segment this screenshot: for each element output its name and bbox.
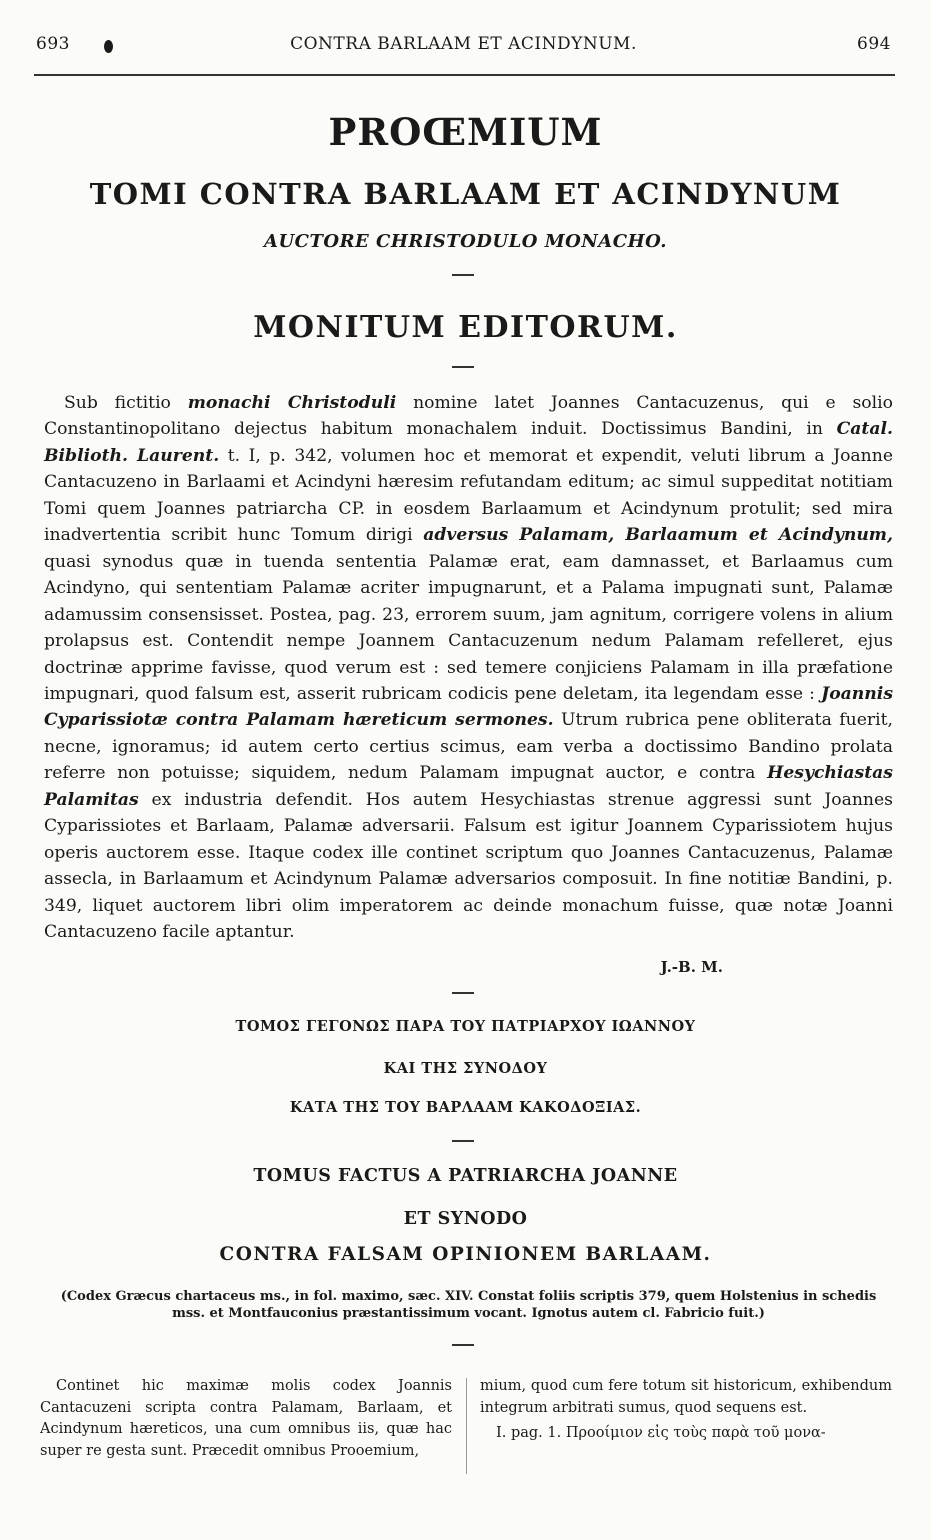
page-number-right: 694 (857, 34, 891, 54)
separator-dash (452, 1140, 474, 1142)
latin-title-line-2: ET SYNODO (403, 1209, 528, 1229)
monitum-segment: Joannis Cyparissiotæ contra Palamam hæreticum sermones. (44, 683, 893, 731)
left-column (40, 1376, 452, 1462)
monitum-heading: MONITUM EDITORUM. (253, 310, 678, 345)
codex-note: (Codex Græcus chartaceus ms., in fol. maximo, sæc. XIV. Constat foliis scriptis 379, quem Holstenius in schedis mss. et Montfauconius præstantissimum vocant. Ignotus autem cl. Fabricio fuit.) (60, 1289, 877, 1321)
main-title: PROŒMIUM (328, 110, 603, 154)
editor-signature: J.-B. M. (660, 958, 723, 976)
monitum-paragraph (44, 390, 893, 946)
sub-title: TOMI CONTRA BARLAAM ET ACINDYNUM (89, 177, 842, 211)
monitum-body (44, 390, 893, 946)
separator-dash (452, 1344, 474, 1346)
right-column-text: mium, quod cum fere totum sit historicum, exhibendum integrum arbitrati sumus, quod sequens est. (480, 1378, 892, 1416)
greek-title-line-3: ΚΑΤΑ ΤΗΣ ΤΟΥ ΒΑΡΛΑΑΜ ΚΑΚΟΔΟΞΙΑΣ. (289, 1099, 642, 1116)
separator-dash (452, 274, 474, 276)
separator-dash (452, 992, 474, 994)
monitum-segment: Sub fictitio (64, 393, 188, 413)
monitum-segment: monachi Christoduli (187, 393, 397, 413)
column-divider (466, 1378, 467, 1474)
monitum-segment: t. I, p. 342, volumen hoc et memorat et expendit, veluti librum a Joanne Cantacuzeno in Barlaami et Acindyni hæresim refutandam editum; ac simul suppeditat notitiam Tomi quem Joannes patriarcha CP. in eosdem Barlaamum et Acindynum protulit; sed mira inadvertentia scribit hunc Tomum dirigi (44, 445, 893, 546)
running-title: CONTRA BARLAAM ET ACINDYNUM. (290, 34, 637, 54)
monitum-segment: quasi synodus quæ in tuenda sententia Palamæ erat, eam damnasset, et Barlaamus cum Acindyno, qui sententiam Palamæ acriter impugnarunt, et a Palama impugnati sunt, Palamæ adamussim consensisset. Postea, pag. 23, errorem suum, jam agnitum, corrigere volens in alium prolapsus est. Contendit nempe Joannem Cantacuzenum nedum Palamam refelleret, ejus doctrinæ apprime favisse, quod verum est : sed temere conjiciens Palamam in illa præfatione impugnari, quod falsum est, asserit rubricam codicis pene deletam, ita legendam esse : (44, 551, 893, 704)
separator-dash (452, 366, 474, 368)
monitum-segment: Utrum rubrica pene obliterata fuerit, necne, ignoramus; id autem certo certius scimus, eam verba a doctissimo Bandino prolata referre non potuisse; siquidem, nedum Palamam impugnat auctor, e contra (44, 710, 893, 784)
monitum-segment: nomine latet Joannes Cantacuzenus, qui e solio Constantinopolitano dejectus habitum monachalem induit. Doctissimus Bandini, in (44, 393, 893, 440)
monitum-segment: Hesychiastas Palamitas (44, 763, 893, 810)
monitum-segment: ex industria defendit. Hos autem Hesychiastas strenue aggressi sunt Joannes Cyparissiotes et Barlaam, Palamæ adversarii. Falsum est igitur Joannem Cyparissiotem hujus operis auctorem esse. Itaque codex ille continet scriptum quo Joannes Cantacuzenus, Palamæ assecla, in Barlaamum et Acindynum Palamæ adversarios composuit. In fine notitiæ Bandini, p. 349, liquet auctorem libri olim imperatorem ac deinde monachum fuisse, quæ notæ Joanni Cantacuzeno facile aptantur. (44, 789, 893, 943)
page-number-left: 693 (36, 34, 70, 54)
greek-title-line-2: ΚΑΙ ΤΗΣ ΣΥΝΟΔΟΥ (383, 1060, 548, 1077)
latin-title-line-1: TOMUS FACTUS A PATRIARCHA JOANNE (253, 1166, 678, 1186)
monitum-segment: Catal. Biblioth. Laurent. (44, 419, 893, 466)
right-column (480, 1376, 892, 1445)
greek-title-line-1: ΤΟΜΟΣ ΓΕΓΟΝΩΣ ΠΑΡΑ ΤΟΥ ΠΑΤΡΙΑΡΧΟΥ ΙΩΑΝΝΟΥ (235, 1018, 696, 1035)
running-header (36, 34, 891, 62)
author-line: AUCTORE CHRISTODULO MONACHO. (264, 231, 667, 252)
greek-reference: I. pag. 1. Προοίμιον εἰς τοὺς παρὰ τοῦ μονα- (496, 1425, 826, 1441)
latin-title-line-3: CONTRA FALSAM OPINIONEM BARLAAM. (219, 1244, 712, 1265)
monitum-segment: adversus Palamam, Barlaamum et Acindynum, (423, 525, 893, 546)
header-rule (34, 74, 895, 76)
left-column-text: Continet hic maximæ molis codex Joannis Cantacuzeni scripta contra Palamam, Barlaam, et Acindynum hæreticos, una cum omnibus iis, quæ hac super re gesta sunt. Præcedit omnibus Prooemium, (40, 1378, 452, 1459)
